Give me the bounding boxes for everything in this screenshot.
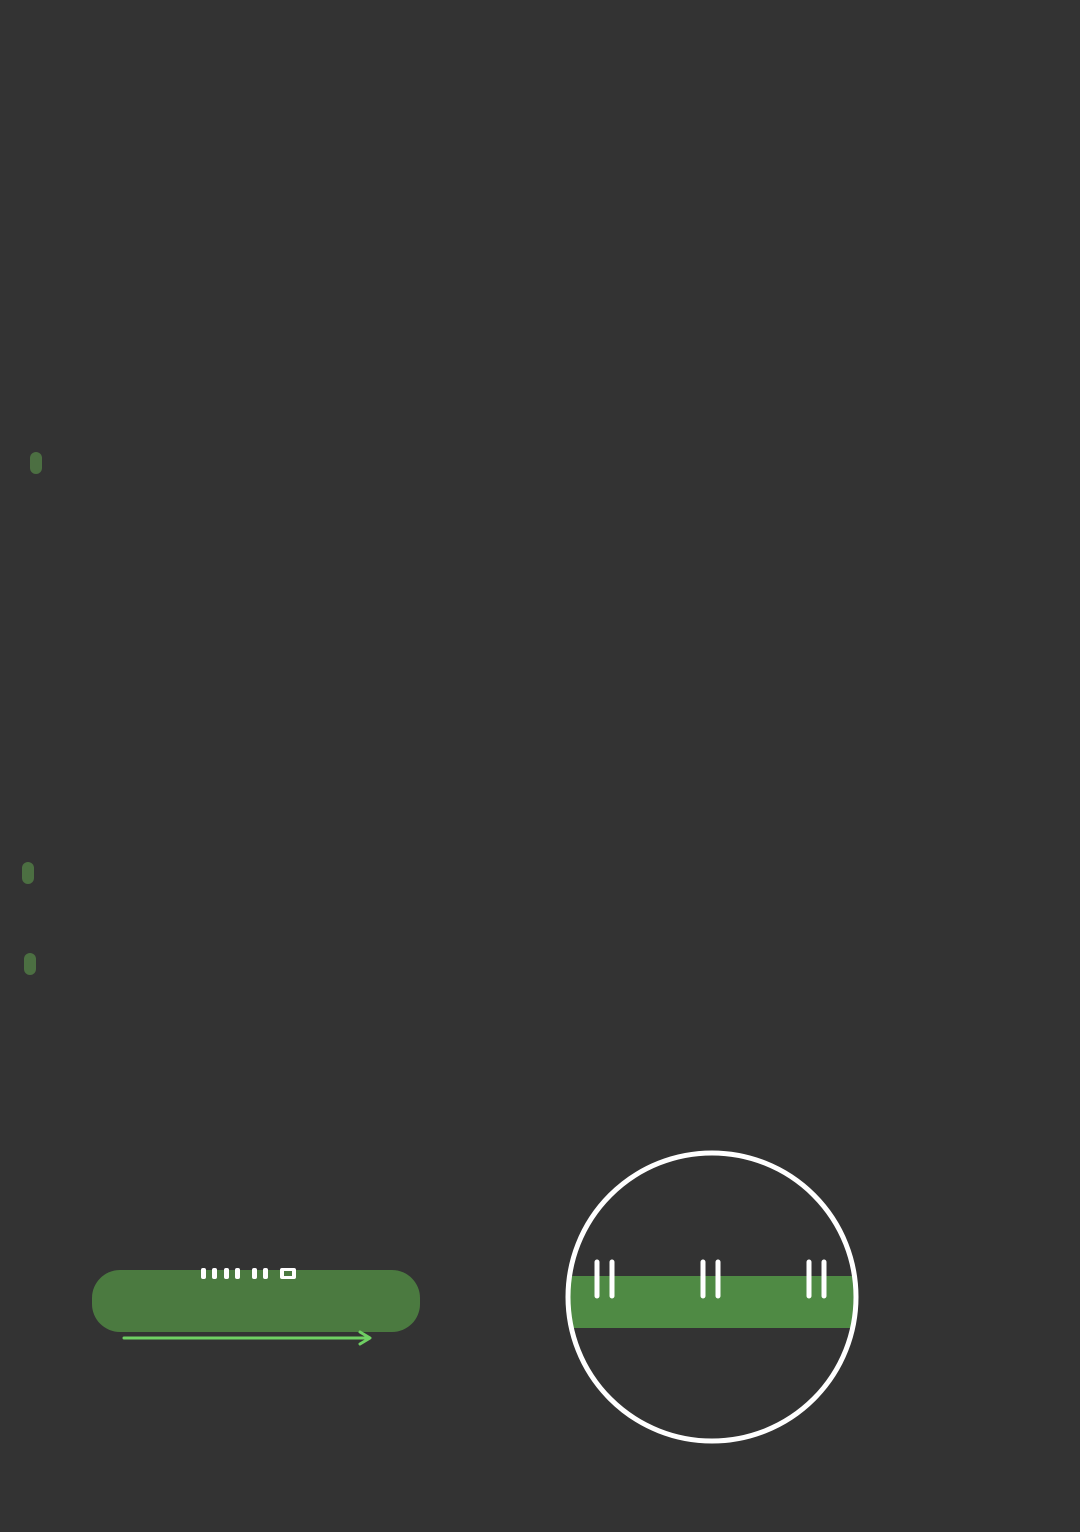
axon-band-zoom xyxy=(565,1276,860,1328)
sodium-channel-zoom-diagram xyxy=(565,1153,860,1441)
axon-band xyxy=(92,1270,420,1332)
